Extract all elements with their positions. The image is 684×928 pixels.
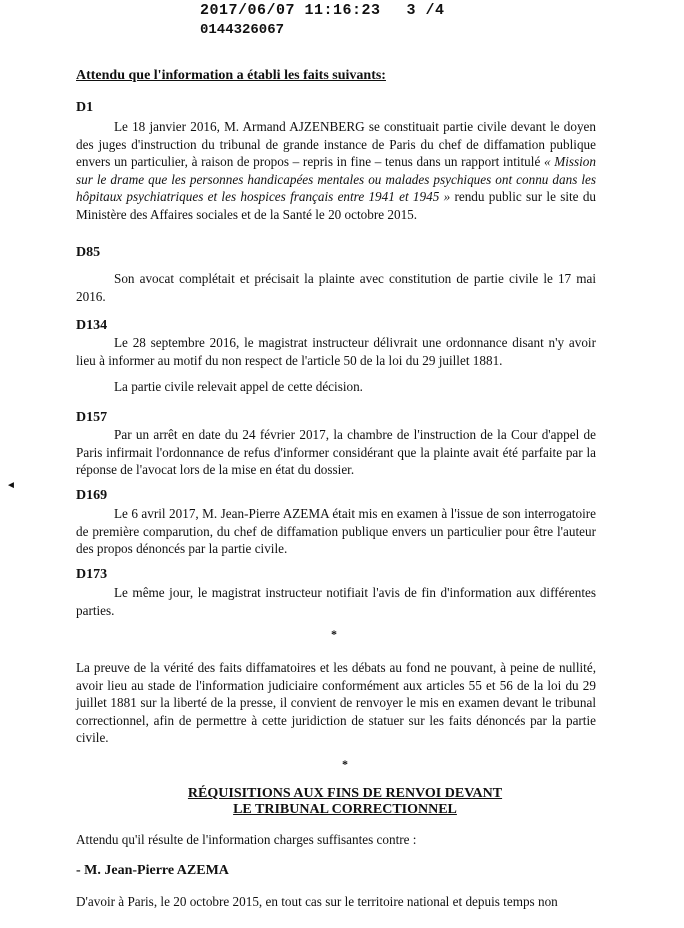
conclusion-paragraph: La preuve de la vérité des faits diffamatoires et les débats au fond ne pouvant, à peine de nullité, avoir lieu au stade de l'information judiciaire conformément aux articles 55 et 56 de la loi du 29 juillet 1881 sur la liberté de la presse, il convient de renvoyer le mis en examen devant le tribunal correctionnel, afin de permettre à cette juridiction de statuer sur les faits dénoncés par la partie civile. <box>76 660 596 745</box>
paragraph-d134-appeal: La partie civile relevait appel de cette décision. <box>114 379 363 394</box>
accused-name: - M. Jean-Pierre AZEMA <box>76 863 229 878</box>
fax-page-number: 3 /4 <box>406 2 445 19</box>
ref-d134: D134 <box>76 318 108 333</box>
paragraph-d157: Par un arrêt en date du 24 février 2017, la chambre de l'instruction de la Cour d'appel de Paris infirmait l'ordonnance de refus d'informer considérant que la plainte avait été parfaite par la réponse de l'avocat lors de la mise en état du dossier. <box>76 427 596 477</box>
report-title: « Mission sur le drame que les personnes handicapées mentales ou malades psychiques ont connu dans les hôpitaux psychiatriques et les hospices français entre 1941 et 1945 » <box>76 154 596 204</box>
paragraph-d169: Le 6 avril 2017, M. Jean-Pierre AZEMA était mis en examen à l'issue de son interrogatoire de première comparution, du chef de diffamation publique envers un particulier pour être l'auteur des propos dénoncés par la partie civile. <box>76 506 596 556</box>
ref-d1: D1 <box>76 100 94 115</box>
paragraph-d134: Le 28 septembre 2016, le magistrat instructeur délivrait une ordonnance disant n'y avoir lieu à informer au motif du non respect de l'article 50 de la loi du 29 juillet 1881. <box>76 335 596 368</box>
facts-heading: Attendu que l'information a établi les faits suivants: <box>76 68 386 83</box>
ref-d169: D169 <box>76 488 108 503</box>
charge-text: D'avoir à Paris, le 20 octobre 2015, en tout cas sur le territoire national et depuis temps non <box>76 894 558 909</box>
requisitions-title-line2: LE TRIBUNAL CORRECTIONNEL <box>233 802 457 817</box>
separator-star: * <box>342 757 348 771</box>
requisitions-title <box>175 786 515 818</box>
fax-datetime: 2017/06/07 11:16:23 <box>200 2 381 19</box>
ref-d157: D157 <box>76 410 108 425</box>
fax-header <box>200 2 445 19</box>
paragraph-d1-end: rendu public sur le site du Ministère des Affaires sociales et de la Santé le 20 octobre 2015. <box>76 189 597 222</box>
paragraph-d85: Son avocat complétait et précisait la plainte avec constitution de partie civile le 17 mai 2016. <box>76 271 596 304</box>
margin-arrow-mark: ◄ <box>6 480 16 491</box>
charges-intro: Attendu qu'il résulte de l'information charges suffisantes contre : <box>76 832 417 847</box>
fax-phone-number: 0144326067 <box>200 22 285 38</box>
paragraph-d1-text: Le 18 janvier 2016, M. Armand AJZENBERG se constituait partie civile devant le doyen des juges d'instruction du tribunal de grande instance de Paris du chef de diffamation publique envers un particulier, à raison de propos – repris in fine – tenus dans un rapport intitulé <box>76 119 596 169</box>
ref-d173: D173 <box>76 567 108 582</box>
paragraph-d173: Le même jour, le magistrat instructeur notifiait l'avis de fin d'information aux différentes parties. <box>76 585 596 618</box>
ref-d85: D85 <box>76 245 101 260</box>
requisitions-title-line1: RÉQUISITIONS AUX FINS DE RENVOI DEVANT <box>187 786 503 801</box>
paragraph-d1 <box>76 118 596 223</box>
separator-star: * <box>331 627 337 641</box>
